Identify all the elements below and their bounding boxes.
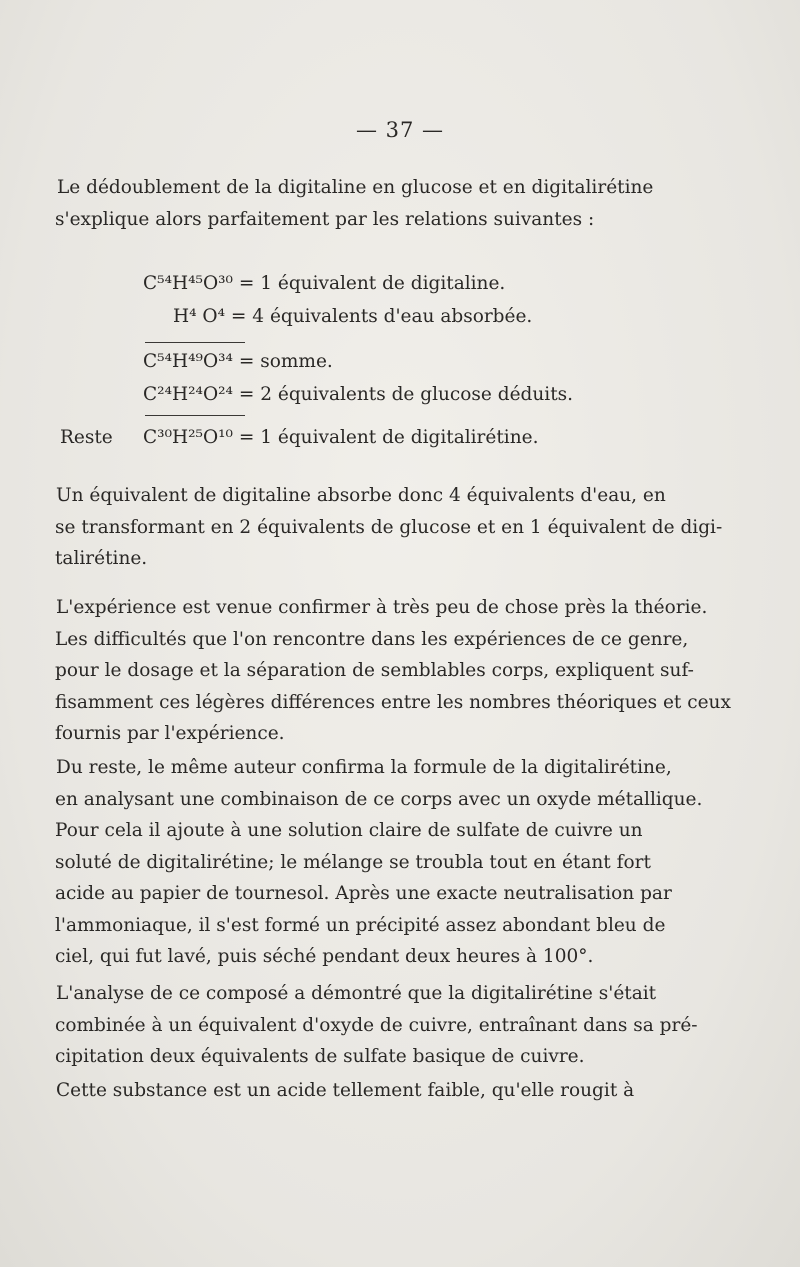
text-line: fisamment ces légères différences entre les nombres théoriques et ceux	[55, 691, 731, 713]
text-line: Un équivalent de digitaline absorbe donc 4 équivalents d'eau, en	[56, 485, 666, 506]
text-line: fournis par l'expérience.	[55, 723, 285, 744]
body-paragraph	[55, 752, 703, 973]
formula-description: = 4 équivalents d'eau absorbée.	[230, 306, 533, 327]
formula-description: = 1 équivalent de digitaline.	[238, 273, 506, 294]
text-line: L'analyse de ce composé a démontré que la digitalirétine s'était	[56, 983, 657, 1004]
text-line: talirétine.	[55, 548, 148, 569]
text-line: Du reste, le même auteur confirma la formule de la digitalirétine,	[56, 757, 672, 778]
formula-row	[143, 424, 538, 452]
formula-row	[143, 381, 573, 409]
chemical-formula: H⁴ O⁴	[173, 306, 226, 327]
formula-description: = 2 équivalents de glucose déduits.	[238, 384, 574, 405]
formula-row	[173, 303, 532, 331]
formula-row	[143, 270, 505, 298]
text-line: se transformant en 2 équivalents de glucose et en 1 équivalent de digi-	[55, 516, 723, 538]
chemical-formula: C²⁴H²⁴O²⁴	[143, 384, 233, 405]
text-line: acide au papier de tournesol. Après une exacte neutralisation par	[55, 883, 672, 904]
sum-rule	[145, 342, 245, 343]
formula-description: = somme.	[238, 351, 333, 372]
text-line: en analysant une combinaison de ce corps avec un oxyde métallique.	[55, 788, 703, 810]
body-paragraph	[55, 978, 698, 1073]
formula-description: = 1 équivalent de digitalirétine.	[238, 427, 539, 448]
formula-row	[143, 348, 333, 376]
text-line: Le dédoublement de la digitaline en glucose et en digitalirétine	[57, 177, 654, 198]
text-line: L'expérience est venue confirmer à très peu de chose près la théorie.	[56, 597, 708, 618]
text-line: pour le dosage et la séparation de semblables corps, expliquent suf-	[55, 660, 694, 681]
chemical-formula: C⁵⁴H⁴⁹O³⁴	[143, 351, 233, 372]
text-line: Les difficultés que l'on rencontre dans les expériences de ce genre,	[55, 628, 689, 650]
chemical-formula: C⁵⁴H⁴⁵O³⁰	[143, 273, 233, 294]
page-number: — 37 —	[355, 118, 445, 142]
text-line: l'ammoniaque, il s'est formé un précipité assez abondant bleu de	[55, 914, 666, 936]
body-paragraph	[55, 480, 723, 575]
body-paragraph	[55, 1075, 635, 1107]
text-line: s'explique alors parfaitement par les relations suivantes :	[55, 208, 595, 230]
text-line: ciel, qui fut lavé, puis séché pendant deux heures à 100°.	[55, 946, 594, 967]
body-paragraph	[55, 592, 731, 750]
difference-rule	[145, 415, 245, 416]
text-line: Pour cela il ajoute à une solution claire de sulfate de cuivre un	[55, 820, 643, 841]
text-line: combinée à un équivalent d'oxyde de cuivre, entraînant dans sa pré-	[55, 1014, 698, 1036]
intro-paragraph	[55, 172, 654, 235]
text-line: Cette substance est un acide tellement faible, qu'elle rougit à	[56, 1080, 635, 1101]
text-line: soluté de digitalirétine; le mélange se troubla tout en étant fort	[55, 851, 651, 873]
text-line: cipitation deux équivalents de sulfate basique de cuivre.	[55, 1046, 585, 1067]
chemical-formula: C³⁰H²⁵O¹⁰	[143, 427, 233, 448]
reste-label: Reste	[60, 427, 113, 448]
